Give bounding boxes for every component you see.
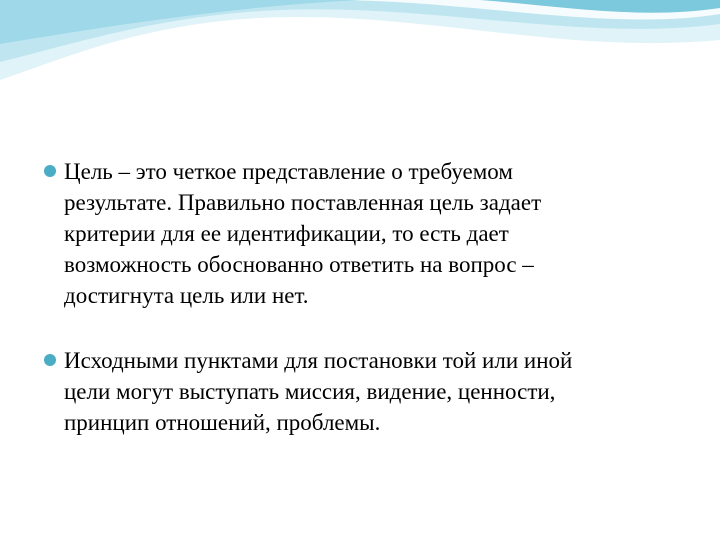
bullet-text-line: принцип отношений, проблемы.: [64, 410, 381, 435]
bullet-text-line: результате. Правильно поставленная цель задает: [64, 190, 542, 215]
bullet-item: [44, 345, 684, 438]
bullet-list: [44, 156, 684, 472]
header-wave-decoration: [0, 0, 720, 90]
bullet-text-line: достигнута цель или нет.: [64, 283, 309, 308]
bullet-item: [44, 156, 684, 311]
bullet-circle-icon: [44, 354, 56, 366]
bullet-text-line: цели могут выступать миссия, видение, ценности,: [64, 379, 556, 404]
bullet-text-line: критерии для ее идентификации, то есть дает: [64, 221, 509, 246]
bullet-text-line: Цель – это четкое представление о требуемом: [64, 159, 513, 184]
bullet-circle-icon: [44, 165, 56, 177]
bullet-text-line: возможность обоснованно ответить на вопрос –: [64, 252, 534, 277]
bullet-text-line: Исходными пунктами для постановки той или иной: [64, 348, 573, 373]
